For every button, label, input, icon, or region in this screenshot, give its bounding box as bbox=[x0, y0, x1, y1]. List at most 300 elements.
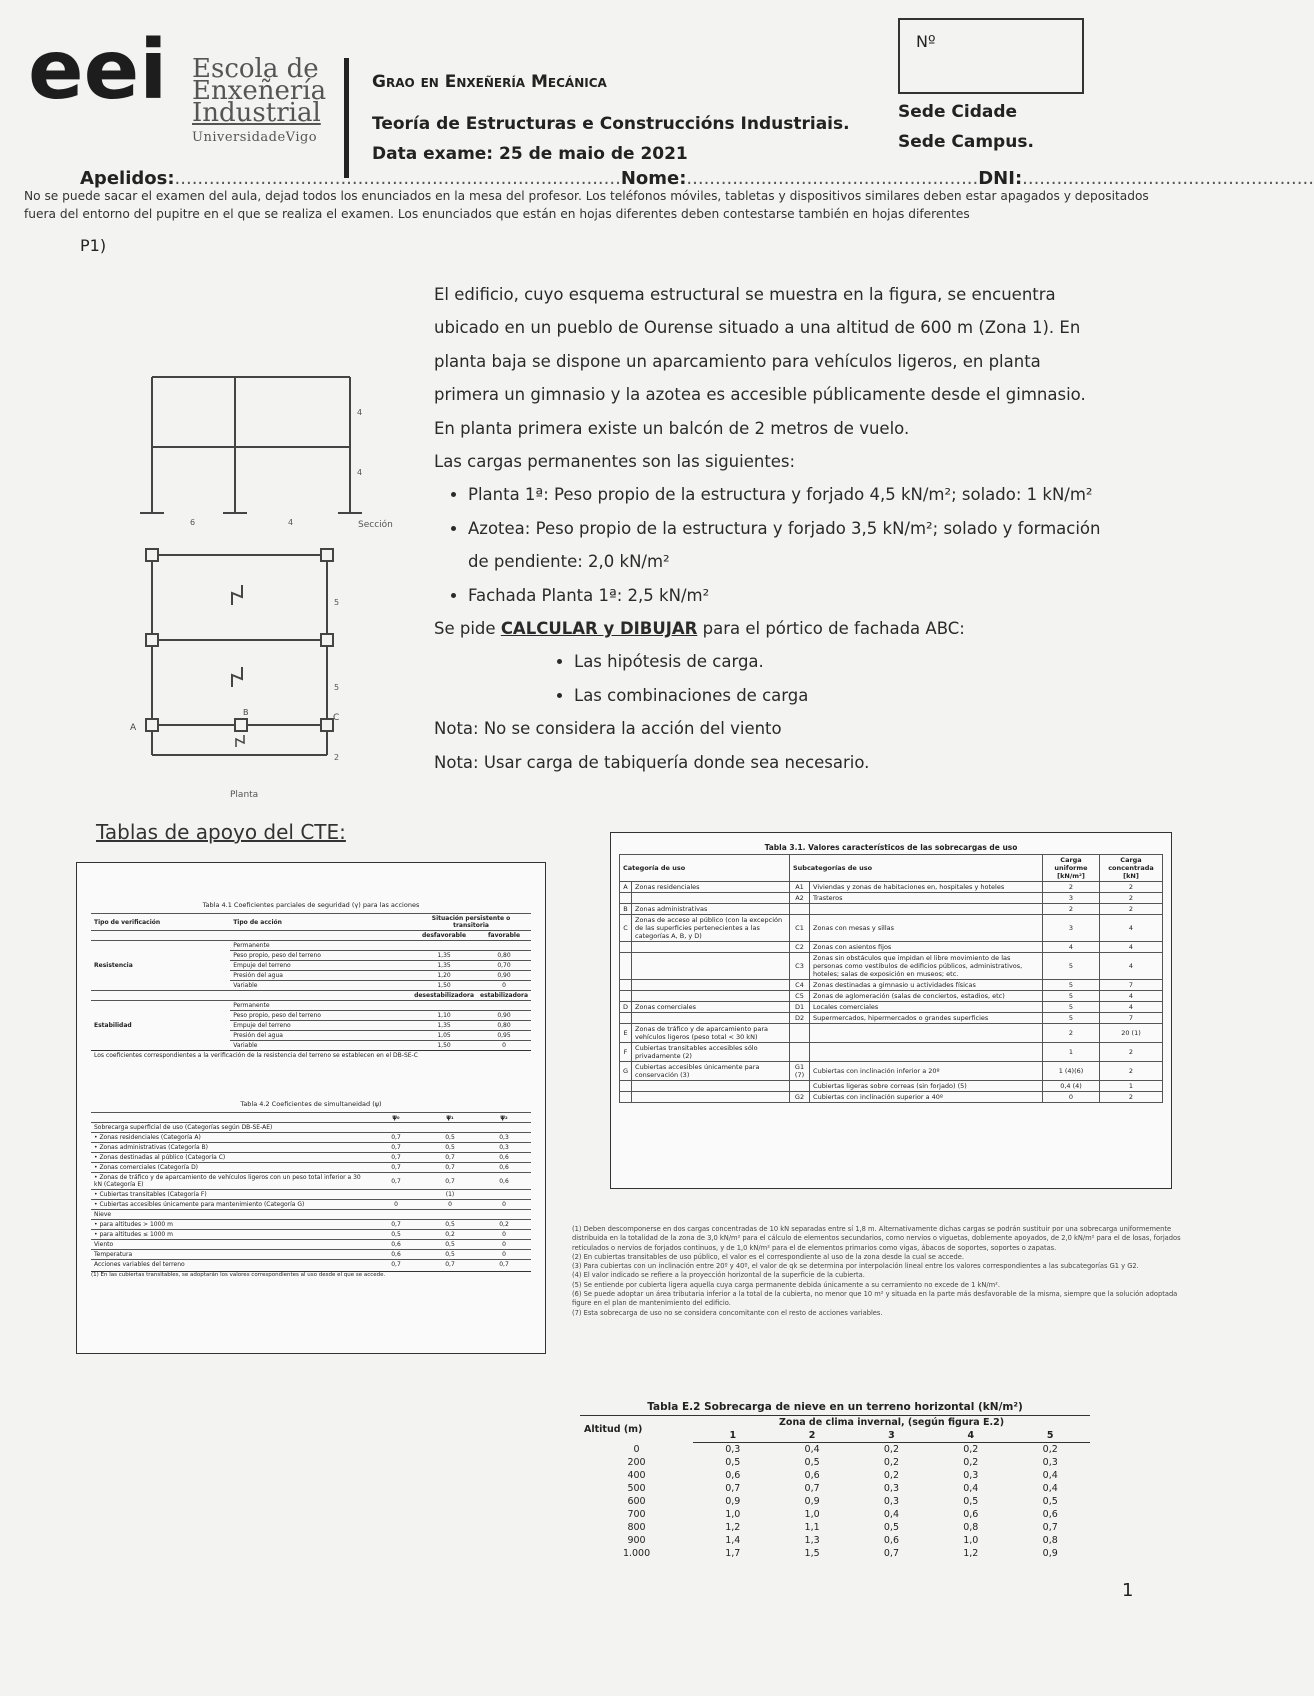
number-label: Nº bbox=[916, 32, 936, 51]
cell: 0,7 bbox=[423, 1163, 477, 1173]
cell: Variable bbox=[230, 981, 411, 991]
cell bbox=[632, 1081, 790, 1092]
note-line: (1) Deben descomponerse en dos cargas concentradas de 10 kN separadas entre sí 1,8 m. Alternativamente dichas cargas se podrán sustituir por una sobrecarga uniformemente distribuida en la totalidad de la zona de 3,0 kN/m² para el cálculo de elementos secundarios, como nervios o viguetas, doblemente apoyados, de 2,0 kN/m² para el de losas, forjados reticulados o nervios de forjados continuos, y de 1,0 kN/m² para el de elementos primarios como vigas, ábacos de soportes, soportes o zapatas. bbox=[572, 1225, 1181, 1252]
col-header: desfavorable bbox=[411, 931, 477, 941]
cell: 3 bbox=[1043, 915, 1100, 942]
cell bbox=[369, 1123, 423, 1133]
sede-cidade: Sede Cidade bbox=[898, 102, 1018, 122]
cell bbox=[632, 980, 790, 991]
cell bbox=[810, 1043, 1043, 1062]
cell: Variable bbox=[230, 1041, 411, 1051]
col-header: Subcategorías de uso bbox=[789, 855, 1042, 882]
cell: G1 (7) bbox=[789, 1062, 809, 1081]
cell: C3 bbox=[789, 953, 809, 980]
cell: 0,4 bbox=[883, 1509, 899, 1520]
cell: D2 bbox=[789, 1013, 809, 1024]
cell: Zonas de acceso al público (con la excepción de las superficies pertenecientes a las categorías A, B, y D) bbox=[632, 915, 790, 942]
cell: Peso propio, peso del terreno bbox=[230, 1011, 411, 1021]
cell: G2 bbox=[789, 1092, 809, 1103]
table-4-2 bbox=[91, 1112, 531, 1269]
cell: 4 bbox=[1043, 942, 1100, 953]
cell: 4 bbox=[1100, 991, 1163, 1002]
cell: Zonas de aglomeración (salas de conciertos, estadios, etc) bbox=[810, 991, 1043, 1002]
number-box[interactable] bbox=[898, 18, 1084, 94]
cell: F bbox=[620, 1043, 632, 1062]
cell: Permanente bbox=[230, 941, 411, 951]
cell: 0,80 bbox=[477, 951, 531, 961]
cell: Temperatura bbox=[91, 1250, 369, 1260]
table-footnote: Los coeficientes correspondientes a la verificación de la resistencia del terreno se establecen en el DB-SE-C bbox=[91, 1051, 531, 1061]
table-row bbox=[91, 1190, 531, 1200]
cell bbox=[632, 1092, 790, 1103]
load-item: • Fachada Planta 1ª: 2,5 kN/m² bbox=[468, 579, 1102, 612]
cell: 0 bbox=[423, 1200, 477, 1210]
cell: 0,7 bbox=[369, 1133, 423, 1143]
cell: 0,95 bbox=[477, 1031, 531, 1041]
cell bbox=[477, 1210, 531, 1220]
degree-title: Grao en Enxeñería Mecánica bbox=[372, 72, 607, 92]
cell: 0,3 bbox=[477, 1143, 531, 1153]
table-3-1 bbox=[610, 832, 1172, 1189]
cell: 0 bbox=[477, 1250, 531, 1260]
cell: 2 bbox=[1100, 1092, 1163, 1103]
cell: Supermercados, hipermercados o grandes superficies bbox=[810, 1013, 1043, 1024]
table-row bbox=[91, 1250, 531, 1260]
col-header: 4 bbox=[931, 1429, 1010, 1443]
col-header: Carga concentrada [kN] bbox=[1100, 855, 1163, 882]
cell: Sobrecarga superficial de uso (Categorías según DB-SE-AE) bbox=[91, 1123, 369, 1133]
cell: 0,7 bbox=[369, 1153, 423, 1163]
cell: 0 bbox=[477, 1230, 531, 1240]
table-row bbox=[91, 1143, 531, 1153]
col-header: Categoría de uso bbox=[620, 855, 790, 882]
table-row bbox=[580, 1456, 1090, 1469]
cell: 0,6 bbox=[477, 1163, 531, 1173]
cell: 0,4 bbox=[1042, 1470, 1058, 1481]
cell: 1,1 bbox=[804, 1522, 820, 1533]
school-line-4: UniversidadeVigo bbox=[192, 130, 318, 145]
note-line: (7) Esta sobrecarga de uso no se considera concomitante con el resto de acciones variables. bbox=[572, 1308, 883, 1317]
logo-letters: eei bbox=[28, 23, 168, 118]
table-row bbox=[620, 882, 1163, 893]
cell: 0,3 bbox=[477, 1133, 531, 1143]
table-row bbox=[620, 1081, 1163, 1092]
cell: 400 bbox=[627, 1470, 646, 1481]
cell: 0,80 bbox=[477, 1021, 531, 1031]
problem-intro: El edificio, cuyo esquema estructural se muestra en la figura, se encuentra ubicado en un pueblo de Ourense situado a una altitud de 600 m (Zona 1). En planta baja se dispone un aparcamiento para vehículos ligeros, en planta primera un gimnasio y la azotea es accesible públicamente desde el gimnasio. En planta primera existe un balcón de 2 metros de vuelo. bbox=[434, 285, 1086, 438]
cell: Trasteros bbox=[810, 893, 1043, 904]
cell: 1,0 bbox=[804, 1509, 820, 1520]
cell: E bbox=[620, 1024, 632, 1043]
node-c-label: C bbox=[333, 713, 340, 723]
sede-campus: Sede Campus. bbox=[898, 132, 1034, 152]
cell: Empuje del terreno bbox=[230, 961, 411, 971]
exam-date: Data exame: 25 de maio de 2021 bbox=[372, 144, 688, 164]
cell: 5 bbox=[1043, 953, 1100, 980]
cell: 0 bbox=[477, 1200, 531, 1210]
cell: 2 bbox=[1100, 1043, 1163, 1062]
cell: 0,7 bbox=[369, 1220, 423, 1230]
col-header: Tipo de acción bbox=[230, 914, 411, 931]
table-row bbox=[580, 1443, 1090, 1457]
cell: 2 bbox=[1100, 882, 1163, 893]
cell: 1,2 bbox=[725, 1522, 741, 1533]
cell: 0,7 bbox=[369, 1163, 423, 1173]
cell: 7 bbox=[1100, 980, 1163, 991]
table-e-2 bbox=[580, 1401, 1090, 1560]
cell: 5 bbox=[1043, 1002, 1100, 1013]
table-row bbox=[91, 1163, 531, 1173]
cell: C2 bbox=[789, 942, 809, 953]
cell: 2 bbox=[1100, 1062, 1163, 1081]
note-line: (3) Para cubiertas con un inclinación entre 20º y 40º, el valor de qk se determina por interpolación lineal entre los valores correspondientes a las subcategorías G1 y G2. bbox=[572, 1262, 1139, 1271]
table-row bbox=[580, 1482, 1090, 1495]
cell: 500 bbox=[627, 1483, 646, 1494]
cell: 0,6 bbox=[477, 1173, 531, 1190]
col-header: 3 bbox=[852, 1429, 931, 1443]
cell: estabilizadora bbox=[477, 991, 531, 1001]
cell: 0,7 bbox=[369, 1260, 423, 1270]
cell: 1,50 bbox=[411, 981, 477, 991]
cell bbox=[789, 1043, 809, 1062]
cell: 0 bbox=[477, 1041, 531, 1051]
table-4-1 bbox=[91, 913, 531, 1060]
cell: 0,7 bbox=[423, 1173, 477, 1190]
table-row bbox=[620, 1013, 1163, 1024]
cell: 0,2 bbox=[963, 1457, 979, 1468]
cell bbox=[632, 991, 790, 1002]
cell: 1,35 bbox=[411, 951, 477, 961]
table-row bbox=[91, 1210, 531, 1220]
snow-load-table bbox=[580, 1415, 1090, 1560]
cell: 0,2 bbox=[963, 1444, 979, 1455]
table-row bbox=[580, 1521, 1090, 1534]
cell: 1,35 bbox=[411, 1021, 477, 1031]
cell: 5 bbox=[1043, 991, 1100, 1002]
col-header: 2 bbox=[772, 1429, 851, 1443]
note-line: (6) Se puede adoptar un área tributaria inferior a la total de la cubierta, no menor que 10 m² y situada en la parte más desfavorable de la misma, siempre que la solución adoptada figure en el plan de mantenimiento del edificio. bbox=[572, 1290, 1178, 1308]
cell: • para altitudes > 1000 m bbox=[91, 1220, 369, 1230]
school-line-1: Escola de bbox=[192, 54, 319, 84]
cell: 1,05 bbox=[411, 1031, 477, 1041]
cell: Cubiertas transitables accesibles sólo privadamente (2) bbox=[632, 1043, 790, 1062]
nome-label: Nome: bbox=[620, 168, 687, 189]
cell: A2 bbox=[789, 893, 809, 904]
cell: 0,5 bbox=[423, 1240, 477, 1250]
cell bbox=[810, 1024, 1043, 1043]
table-row bbox=[620, 1002, 1163, 1013]
cell: 0,5 bbox=[1042, 1496, 1058, 1507]
cell: 0,7 bbox=[369, 1173, 423, 1190]
table-row bbox=[620, 991, 1163, 1002]
cell: 0 bbox=[477, 981, 531, 991]
row-header: Estabilidad bbox=[91, 1001, 230, 1051]
col-header: favorable bbox=[477, 931, 531, 941]
cell: 700 bbox=[627, 1509, 646, 1520]
cell: 0 bbox=[369, 1200, 423, 1210]
cell: 0,7 bbox=[804, 1483, 820, 1494]
table-row bbox=[620, 980, 1163, 991]
cell: 7 bbox=[1100, 1013, 1163, 1024]
cell: C5 bbox=[789, 991, 809, 1002]
loads-list bbox=[434, 478, 1102, 612]
cell: • Cubiertas transitables (Categoría F) bbox=[91, 1190, 369, 1200]
cell: 0,2 bbox=[423, 1230, 477, 1240]
table-row bbox=[620, 942, 1163, 953]
cell: 0 bbox=[477, 1240, 531, 1250]
cell: Cubiertas con inclinación superior a 40º bbox=[810, 1092, 1043, 1103]
cell bbox=[789, 1081, 809, 1092]
cell bbox=[369, 1190, 423, 1200]
table-row bbox=[620, 915, 1163, 942]
table-4-2-footnote: (1) En las cubiertas transitables, se adoptarán los valores correspondientes al uso desde el que se accede. bbox=[91, 1271, 531, 1278]
table-row bbox=[620, 953, 1163, 980]
table-row bbox=[580, 1534, 1090, 1547]
cell: 0 bbox=[1043, 1092, 1100, 1103]
table-4-1-4-2 bbox=[76, 862, 546, 1354]
cell bbox=[620, 953, 632, 980]
col-header: 5 bbox=[1010, 1429, 1090, 1443]
course-title: Teoría de Estructuras e Construccións Industriais. bbox=[372, 114, 850, 134]
cell: 4 bbox=[1100, 942, 1163, 953]
cell: D bbox=[620, 1002, 632, 1013]
dim-label: 2 bbox=[334, 753, 340, 762]
cell: Peso propio, peso del terreno bbox=[230, 951, 411, 961]
cell: Zonas administrativas bbox=[632, 904, 790, 915]
cell: 0,5 bbox=[423, 1133, 477, 1143]
cell: C bbox=[620, 915, 632, 942]
cell: 1,35 bbox=[411, 961, 477, 971]
cell bbox=[632, 953, 790, 980]
cell: 0,2 bbox=[477, 1220, 531, 1230]
plan-view bbox=[146, 549, 333, 755]
cell: 1,2 bbox=[963, 1548, 979, 1559]
cell: 2 bbox=[1100, 904, 1163, 915]
cell: • Zonas comerciales (Categoría D) bbox=[91, 1163, 369, 1173]
cell bbox=[789, 904, 809, 915]
cell: 0,2 bbox=[883, 1444, 899, 1455]
col-header: ψ₁ bbox=[423, 1113, 477, 1123]
col-header: Situación persistente o transitoria bbox=[411, 914, 531, 931]
node-b-label: B bbox=[243, 708, 249, 717]
cell bbox=[620, 1081, 632, 1092]
col-header: Altitud (m) bbox=[580, 1416, 693, 1443]
cell: (1) bbox=[423, 1190, 477, 1200]
cell: 0,3 bbox=[883, 1496, 899, 1507]
cell: 0,7 bbox=[725, 1483, 741, 1494]
cell: 0,90 bbox=[477, 1011, 531, 1021]
cell: 0,5 bbox=[423, 1143, 477, 1153]
cell: 0,5 bbox=[804, 1457, 820, 1468]
cell: 4 bbox=[1100, 915, 1163, 942]
cell: 0,9 bbox=[804, 1496, 820, 1507]
cell: 0,3 bbox=[1042, 1457, 1058, 1468]
cell: 0,90 bbox=[477, 971, 531, 981]
cell bbox=[423, 1210, 477, 1220]
cell: A bbox=[620, 882, 632, 893]
cell: 600 bbox=[627, 1496, 646, 1507]
cell: 0,7 bbox=[423, 1153, 477, 1163]
cell: 0,6 bbox=[477, 1153, 531, 1163]
cell: Zonas comerciales bbox=[632, 1002, 790, 1013]
cell bbox=[620, 942, 632, 953]
col-header: Zona de clima invernal, (según figura E.2) bbox=[693, 1416, 1090, 1430]
cell: 0,6 bbox=[963, 1509, 979, 1520]
cell: 0,9 bbox=[725, 1496, 741, 1507]
ask-item: • Las hipótesis de carga. bbox=[574, 645, 1102, 678]
dim-label: 6 bbox=[190, 518, 196, 527]
cell bbox=[423, 1123, 477, 1133]
cell: 0,6 bbox=[1042, 1509, 1058, 1520]
cell: 0,7 bbox=[477, 1260, 531, 1270]
apelidos-label: Apelidos: bbox=[80, 168, 175, 189]
table-row bbox=[620, 1092, 1163, 1103]
cell: 0,4 (4) bbox=[1043, 1081, 1100, 1092]
cell: 1,5 bbox=[804, 1548, 820, 1559]
cell: 200 bbox=[627, 1457, 646, 1468]
cell: 4 bbox=[1100, 953, 1163, 980]
apelidos-field[interactable]: .............................................................................. bbox=[174, 168, 621, 189]
cell: A1 bbox=[789, 882, 809, 893]
cell bbox=[477, 1123, 531, 1133]
note-line: (5) Se entiende por cubierta ligera aquella cuya carga permanente debida únicamente a su cerramiento no excede de 1 kN/m². bbox=[572, 1280, 1000, 1289]
cell: 0,70 bbox=[477, 961, 531, 971]
cell: 1 bbox=[1043, 1043, 1100, 1062]
cell: C4 bbox=[789, 980, 809, 991]
ask-list bbox=[434, 645, 1102, 712]
cell: Zonas destinadas a gimnasio u actividades físicas bbox=[810, 980, 1043, 991]
cell: Cubiertas accesibles únicamente para conservación (3) bbox=[632, 1062, 790, 1081]
cell: 20 (1) bbox=[1100, 1024, 1163, 1043]
col-header: Tipo de verificación bbox=[91, 914, 230, 931]
cell: • Cubiertas accesibles únicamente para mantenimiento (Categoría G) bbox=[91, 1200, 369, 1210]
cell: 0,3 bbox=[883, 1483, 899, 1494]
table-row bbox=[580, 1547, 1090, 1560]
cell: 900 bbox=[627, 1535, 646, 1546]
table-3-1-caption: Tabla 3.1. Valores característicos de las sobrecargas de uso bbox=[764, 843, 1018, 852]
note-line: (4) El valor indicado se refiere a la proyección horizontal de la superficie de la cubierta. bbox=[572, 1271, 865, 1280]
cell: 2 bbox=[1043, 882, 1100, 893]
dni-field[interactable]: ................................................... bbox=[1022, 168, 1314, 189]
cell: Zonas con asientos fijos bbox=[810, 942, 1043, 953]
cell: 1,7 bbox=[725, 1548, 741, 1559]
cell: 1 (4)(6) bbox=[1043, 1062, 1100, 1081]
cte-tables-title: Tablas de apoyo del CTE: bbox=[96, 820, 346, 844]
cell: 1.000 bbox=[622, 1548, 651, 1559]
cell: 0,6 bbox=[883, 1535, 899, 1546]
cell: • Zonas residenciales (Categoría A) bbox=[91, 1133, 369, 1143]
cell: C1 bbox=[789, 915, 809, 942]
load-item: • Planta 1ª: Peso propio de la estructura y forjado 4,5 kN/m²; solado: 1 kN/m² bbox=[468, 478, 1102, 511]
identity-line bbox=[80, 168, 1314, 189]
cell: 0,6 bbox=[725, 1470, 741, 1481]
load-item: • Azotea: Peso propio de la estructura y forjado 3,5 kN/m²; solado y formación de pendiente: 2,0 kN/m² bbox=[468, 512, 1102, 579]
cell: Cubiertas con inclinación inferior a 20º bbox=[810, 1062, 1043, 1081]
cell: 0,3 bbox=[725, 1444, 741, 1455]
school-line-2: Enxeñería bbox=[192, 76, 327, 106]
dim-label: 5 bbox=[334, 683, 340, 692]
cell: 1,50 bbox=[411, 1041, 477, 1051]
section-view bbox=[140, 377, 362, 513]
table-row bbox=[91, 1123, 531, 1133]
cell: 800 bbox=[627, 1522, 646, 1533]
table-row bbox=[580, 1508, 1090, 1521]
col-header: ψ₂ bbox=[477, 1113, 531, 1123]
cell: 0,7 bbox=[883, 1548, 899, 1559]
cell: Locales comerciales bbox=[810, 1002, 1043, 1013]
cell: • Zonas administrativas (Categoría B) bbox=[91, 1143, 369, 1153]
problem-ask bbox=[434, 612, 1102, 645]
cell: Zonas sin obstáculos que impidan el libre movimiento de las personas como vestíbulos de edificios públicos, administrativos, hoteles; salas de exposición en museos; etc. bbox=[810, 953, 1043, 980]
cell: 0,7 bbox=[369, 1143, 423, 1153]
dni-label: DNI: bbox=[978, 168, 1023, 189]
col-header: ψ₀ bbox=[369, 1113, 423, 1123]
cell: Zonas de tráfico y de aparcamiento para vehículos ligeros (peso total < 30 kN) bbox=[632, 1024, 790, 1043]
cell: 0,2 bbox=[883, 1457, 899, 1468]
cell: 2 bbox=[1043, 1024, 1100, 1043]
col-header: Carga uniforme [kN/m²] bbox=[1043, 855, 1100, 882]
table-row bbox=[91, 1260, 531, 1270]
cell: 4 bbox=[1100, 1002, 1163, 1013]
exam-notice: No se puede sacar el examen del aula, dejad todos los enunciados en la mesa del profesor. Los teléfonos móviles, tabletas y dispositivos similares deben estar apagados y depositados fuera del entorno del pupitre en el que se realiza el examen. Los enunciados que están en hojas diferentes deben contestarse también en hojas diferentes bbox=[24, 189, 1149, 221]
cell: 0,8 bbox=[963, 1522, 979, 1533]
cell bbox=[789, 1024, 809, 1043]
cell: 0,6 bbox=[804, 1470, 820, 1481]
ask-post: para el pórtico de fachada ABC: bbox=[697, 619, 965, 639]
cell: 0,5 bbox=[883, 1522, 899, 1533]
cell: 0,5 bbox=[725, 1457, 741, 1468]
plan-label: Planta bbox=[230, 790, 259, 800]
cell: 0,7 bbox=[423, 1260, 477, 1270]
cell: • Zonas destinadas al público (Categoría C) bbox=[91, 1153, 369, 1163]
cell bbox=[477, 1190, 531, 1200]
cell: G bbox=[620, 1062, 632, 1081]
cell: 1,20 bbox=[411, 971, 477, 981]
dim-label: 4 bbox=[288, 518, 294, 527]
cell: Viento bbox=[91, 1240, 369, 1250]
note-line: (2) En cubiertas transitables de uso público, el valor es el correspondiente al uso de la zona desde la cual se accede. bbox=[572, 1252, 965, 1261]
cell: 0,5 bbox=[369, 1230, 423, 1240]
table-4-1-caption: Tabla 4.1 Coeficientes parciales de seguridad (γ) para las acciones bbox=[202, 901, 420, 909]
table-row bbox=[91, 1173, 531, 1190]
table-row bbox=[580, 1495, 1090, 1508]
school-name bbox=[192, 54, 327, 149]
note-wind: Nota: No se considera la acción del viento bbox=[434, 719, 782, 739]
dim-label: 4 bbox=[357, 468, 363, 477]
table-row bbox=[620, 1062, 1163, 1081]
cell bbox=[810, 904, 1043, 915]
cell: 1,3 bbox=[804, 1535, 820, 1546]
cell: 0,2 bbox=[1042, 1444, 1058, 1455]
table-row bbox=[91, 1133, 531, 1143]
cell: 1 bbox=[1100, 1081, 1163, 1092]
cell bbox=[620, 1013, 632, 1024]
cell: Acciones variables del terreno bbox=[91, 1260, 369, 1270]
table-row bbox=[91, 1220, 531, 1230]
cell: 2 bbox=[1100, 893, 1163, 904]
cell: Zonas con mesas y sillas bbox=[810, 915, 1043, 942]
cell: 0,4 bbox=[963, 1483, 979, 1494]
cell: 3 bbox=[1043, 893, 1100, 904]
cell bbox=[620, 1092, 632, 1103]
row-header: Resistencia bbox=[91, 941, 230, 991]
nome-field[interactable]: ................................................... bbox=[686, 168, 979, 189]
cell: Permanente bbox=[230, 1001, 411, 1011]
cell: 0,6 bbox=[369, 1250, 423, 1260]
cell: 0,7 bbox=[1042, 1522, 1058, 1533]
eei-logo bbox=[28, 23, 188, 118]
cell bbox=[620, 893, 632, 904]
